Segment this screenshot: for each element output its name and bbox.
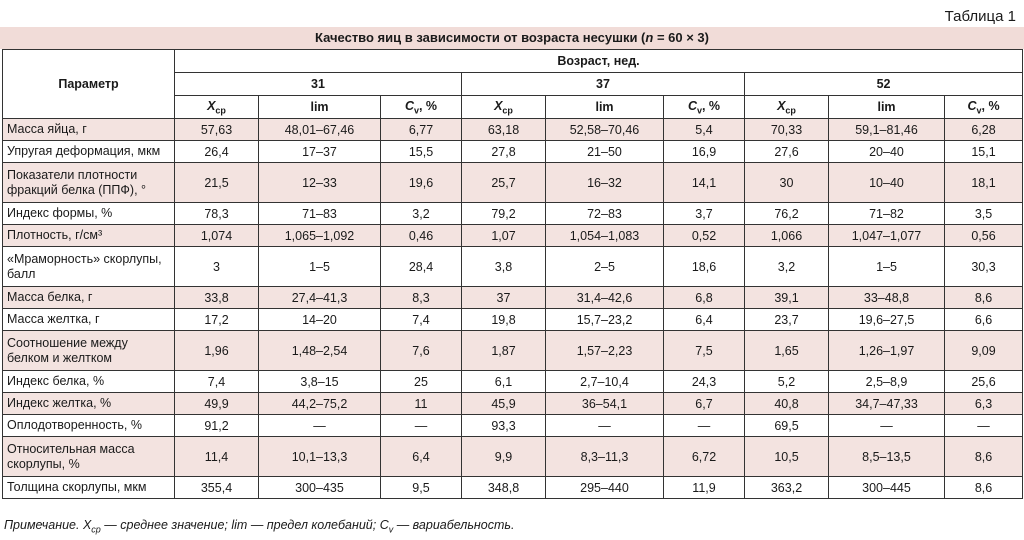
table-cell: 6,72 — [664, 437, 745, 477]
table-cell: 17,2 — [175, 309, 259, 331]
table-row — [3, 437, 1023, 477]
table-row — [3, 371, 1023, 393]
table-cell: 25 — [381, 371, 462, 393]
table-cell: 8,6 — [945, 287, 1023, 309]
table-cell: 28,4 — [381, 247, 462, 287]
table-cell: 69,5 — [745, 415, 829, 437]
table-cell: 1,48–2,54 — [259, 331, 381, 371]
table-cell: 33,8 — [175, 287, 259, 309]
xcp-symbol: X — [494, 98, 503, 113]
table-cell: 27,4–41,3 — [259, 287, 381, 309]
table-cell: 25,6 — [945, 371, 1023, 393]
table-cell: 0,52 — [664, 225, 745, 247]
table-cell: 79,2 — [462, 203, 546, 225]
table-cell: 1,87 — [462, 331, 546, 371]
table-cell: 1,65 — [745, 331, 829, 371]
table-cell: 30 — [745, 163, 829, 203]
table-cell: 10,5 — [745, 437, 829, 477]
table-cell: 11,4 — [175, 437, 259, 477]
row-parameter: Оплодотворенность, % — [3, 415, 175, 437]
table-cell: 6,1 — [462, 371, 546, 393]
table-cell: 34,7–47,33 — [829, 393, 945, 415]
table-cell: 2,7–10,4 — [546, 371, 664, 393]
table-cell: 355,4 — [175, 477, 259, 499]
table-cell: 1–5 — [829, 247, 945, 287]
table-row — [3, 119, 1023, 141]
egg-quality-table — [2, 49, 1023, 499]
table-cell: 1,054–1,083 — [546, 225, 664, 247]
table-cell: 6,8 — [664, 287, 745, 309]
table-cell: — — [259, 415, 381, 437]
table-row — [3, 203, 1023, 225]
table-cell: 3,7 — [664, 203, 745, 225]
table-cell: — — [945, 415, 1023, 437]
cv-symbol: C — [967, 98, 977, 113]
header-cv — [381, 96, 462, 119]
table-cell: 23,7 — [745, 309, 829, 331]
table-cell: 24,3 — [664, 371, 745, 393]
caption-n: n — [645, 30, 654, 45]
table-cell: 300–435 — [259, 477, 381, 499]
header-param: Параметр — [3, 50, 175, 119]
table-cell: 19,8 — [462, 309, 546, 331]
table-cell: 0,56 — [945, 225, 1023, 247]
table-cell: 16–32 — [546, 163, 664, 203]
table-cell: 6,28 — [945, 119, 1023, 141]
table-cell: — — [546, 415, 664, 437]
note-x-sub: ср — [91, 524, 101, 535]
header-age: Возраст, нед. — [175, 50, 1023, 73]
table-cell: 19,6–27,5 — [829, 309, 945, 331]
table-cell: 8,6 — [945, 477, 1023, 499]
row-parameter: Масса белка, г — [3, 287, 175, 309]
table-cell: 93,3 — [462, 415, 546, 437]
table-cell: 25,7 — [462, 163, 546, 203]
table-number: Таблица 1 — [944, 8, 1016, 25]
table-cell: 1,074 — [175, 225, 259, 247]
table-row — [3, 247, 1023, 287]
cv-sub: v — [696, 105, 702, 116]
note-c: C — [379, 518, 389, 532]
table-cell: 6,7 — [664, 393, 745, 415]
table-cell: 27,8 — [462, 141, 546, 163]
note-end: — вариабельность. — [393, 518, 515, 532]
table-cell: 1,066 — [745, 225, 829, 247]
table-cell: 44,2–75,2 — [259, 393, 381, 415]
table-cell: 6,6 — [945, 309, 1023, 331]
header-cv — [945, 96, 1023, 119]
table-cell: 16,9 — [664, 141, 745, 163]
table-cell: — — [664, 415, 745, 437]
table-cell: 78,3 — [175, 203, 259, 225]
table-cell: 19,6 — [381, 163, 462, 203]
table-cell: 27,6 — [745, 141, 829, 163]
cv-symbol: C — [404, 98, 414, 113]
header-group-52: 52 — [745, 73, 1023, 96]
table-cell: 39,1 — [745, 287, 829, 309]
caption-suffix: = 60 × 3) — [653, 30, 709, 45]
note-x: X — [82, 518, 92, 532]
table-row — [3, 331, 1023, 371]
table-cell: 3,8 — [462, 247, 546, 287]
row-parameter: Индекс желтка, % — [3, 393, 175, 415]
note-c-sub: v — [388, 524, 394, 535]
table-cell: 30,3 — [945, 247, 1023, 287]
header-group-31: 31 — [175, 73, 462, 96]
xcp-sub: ср — [785, 105, 796, 116]
table-cell: 1,047–1,077 — [829, 225, 945, 247]
table-cell: 10–40 — [829, 163, 945, 203]
header-xcp — [745, 96, 829, 119]
table-cell: 14,1 — [664, 163, 745, 203]
xcp-symbol: X — [207, 98, 216, 113]
table-cell: 6,4 — [664, 309, 745, 331]
table-row — [3, 163, 1023, 203]
cv-unit: , % — [981, 98, 1000, 113]
table-row — [3, 309, 1023, 331]
header-lim: lim — [259, 96, 381, 119]
table-cell: 348,8 — [462, 477, 546, 499]
table-cell: 8,3 — [381, 287, 462, 309]
table-cell: 20–40 — [829, 141, 945, 163]
table-cell: 45,9 — [462, 393, 546, 415]
table-cell: 76,2 — [745, 203, 829, 225]
table-cell: 18,1 — [945, 163, 1023, 203]
cv-sub: v — [976, 105, 982, 116]
table-cell: 0,46 — [381, 225, 462, 247]
table-row — [3, 287, 1023, 309]
table-cell: 37 — [462, 287, 546, 309]
table-cell: 26,4 — [175, 141, 259, 163]
table-cell: 1,26–1,97 — [829, 331, 945, 371]
table-cell: 3,2 — [745, 247, 829, 287]
table-cell: 11,9 — [664, 477, 745, 499]
row-parameter: Масса желтка, г — [3, 309, 175, 331]
row-parameter: Толщина скорлупы, мкм — [3, 477, 175, 499]
table-cell: 8,5–13,5 — [829, 437, 945, 477]
table-row — [3, 393, 1023, 415]
cv-unit: , % — [418, 98, 438, 113]
table-cell: 18,6 — [664, 247, 745, 287]
table-cell: 15,5 — [381, 141, 462, 163]
table-cell: 52,58–70,46 — [546, 119, 664, 141]
table-cell: 7,4 — [381, 309, 462, 331]
table-row — [3, 477, 1023, 499]
row-parameter: Масса яйца, г — [3, 119, 175, 141]
table-cell: 1–5 — [259, 247, 381, 287]
row-parameter: Индекс формы, % — [3, 203, 175, 225]
table-cell: 2–5 — [546, 247, 664, 287]
row-parameter: «Мраморность» скорлупы, балл — [3, 247, 175, 287]
table-cell: 5,4 — [664, 119, 745, 141]
table-cell: 3 — [175, 247, 259, 287]
xcp-sub: ср — [502, 105, 513, 116]
row-parameter: Соотношение между белком и желтком — [3, 331, 175, 371]
caption-prefix: Качество яиц в зависимости от возраста несушки ( — [314, 30, 646, 45]
table-cell: 5,2 — [745, 371, 829, 393]
table-cell: 1,96 — [175, 331, 259, 371]
cv-unit: , % — [701, 98, 721, 113]
row-parameter: Индекс белка, % — [3, 371, 175, 393]
table-cell: 6,3 — [945, 393, 1023, 415]
table-cell: 57,63 — [175, 119, 259, 141]
note-prefix: Примечание. — [4, 518, 83, 532]
table-cell: — — [381, 415, 462, 437]
row-parameter: Плотность, г/см³ — [3, 225, 175, 247]
xcp-sub: ср — [215, 105, 226, 116]
table-cell: — — [829, 415, 945, 437]
cv-sub: v — [413, 105, 419, 116]
table-cell: 59,1–81,46 — [829, 119, 945, 141]
header-lim: lim — [546, 96, 664, 119]
table-cell: 8,6 — [945, 437, 1023, 477]
table-cell: 15,1 — [945, 141, 1023, 163]
table-cell: 12–33 — [259, 163, 381, 203]
table-cell: 17–37 — [259, 141, 381, 163]
table-cell: 31,4–42,6 — [546, 287, 664, 309]
table-cell: 7,4 — [175, 371, 259, 393]
header-lim: lim — [829, 96, 945, 119]
table-cell: 71–82 — [829, 203, 945, 225]
table-cell: 300–445 — [829, 477, 945, 499]
table-cell: 33–48,8 — [829, 287, 945, 309]
note-mid: — среднее значение; lim — предел колебаний; — [100, 518, 380, 532]
table-cell: 21–50 — [546, 141, 664, 163]
header-xcp — [175, 96, 259, 119]
table-cell: 363,2 — [745, 477, 829, 499]
table-cell: 3,5 — [945, 203, 1023, 225]
table-cell: 8,3–11,3 — [546, 437, 664, 477]
table-row — [3, 225, 1023, 247]
table-cell: 2,5–8,9 — [829, 371, 945, 393]
table-cell: 63,18 — [462, 119, 546, 141]
xcp-symbol: X — [777, 98, 786, 113]
table-cell: 40,8 — [745, 393, 829, 415]
table-cell: 14–20 — [259, 309, 381, 331]
table-row — [3, 141, 1023, 163]
table-cell: 11 — [381, 393, 462, 415]
header-group-37: 37 — [462, 73, 745, 96]
table-cell: 36–54,1 — [546, 393, 664, 415]
table-cell: 48,01–67,46 — [259, 119, 381, 141]
table-cell: 6,4 — [381, 437, 462, 477]
table-cell: 9,09 — [945, 331, 1023, 371]
cv-symbol: C — [687, 98, 697, 113]
table-cell: 295–440 — [546, 477, 664, 499]
row-parameter: Упругая деформация, мкм — [3, 141, 175, 163]
table-cell: 49,9 — [175, 393, 259, 415]
table-cell: 7,6 — [381, 331, 462, 371]
table-cell: 1,07 — [462, 225, 546, 247]
table-row — [3, 415, 1023, 437]
table-cell: 10,1–13,3 — [259, 437, 381, 477]
table-cell: 7,5 — [664, 331, 745, 371]
table-cell: 1,57–2,23 — [546, 331, 664, 371]
table-cell: 6,77 — [381, 119, 462, 141]
table-cell: 3,8–15 — [259, 371, 381, 393]
row-parameter: Относительная масса скорлупы, % — [3, 437, 175, 477]
row-parameter: Показатели плотности фракций белка (ППФ), ° — [3, 163, 175, 203]
table-cell: 9,9 — [462, 437, 546, 477]
table-cell: 70,33 — [745, 119, 829, 141]
table-cell: 71–83 — [259, 203, 381, 225]
table-cell: 3,2 — [381, 203, 462, 225]
header-xcp — [462, 96, 546, 119]
header-cv — [664, 96, 745, 119]
table-cell: 1,065–1,092 — [259, 225, 381, 247]
table-cell: 91,2 — [175, 415, 259, 437]
table-footnote — [4, 518, 514, 535]
table-caption — [0, 27, 1024, 49]
table-cell: 72–83 — [546, 203, 664, 225]
table-cell: 15,7–23,2 — [546, 309, 664, 331]
table-cell: 9,5 — [381, 477, 462, 499]
table-cell: 21,5 — [175, 163, 259, 203]
